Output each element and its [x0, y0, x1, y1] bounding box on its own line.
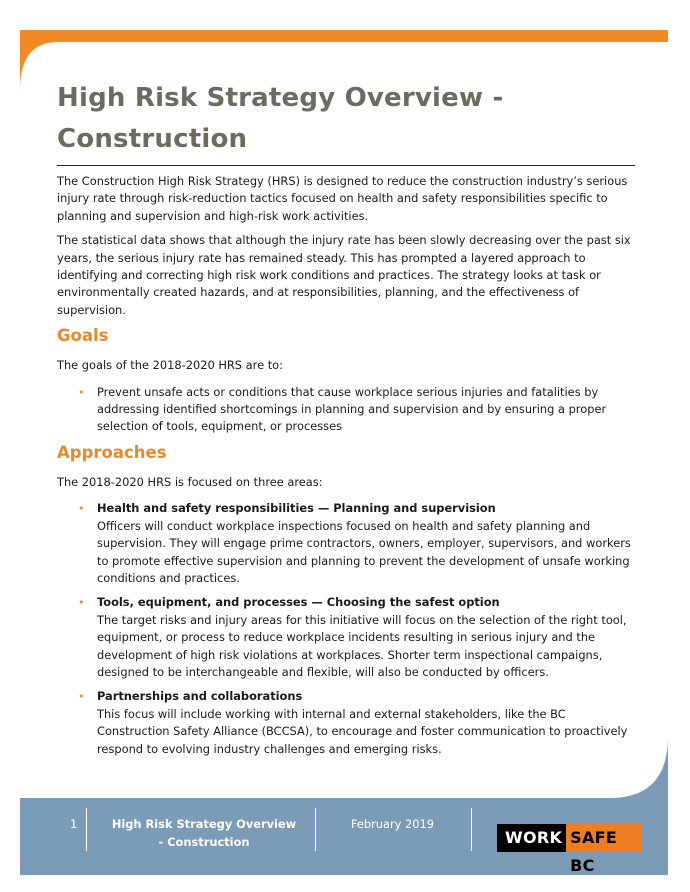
approach-title: Health and safety responsibilities — Planning and supervision: [97, 501, 496, 516]
footer-title-line-2: - Construction: [158, 835, 250, 849]
goals-heading: Goals: [57, 326, 109, 346]
list-item: [57, 500, 635, 587]
approach-title: Partnerships and collaborations: [97, 689, 303, 704]
page-title: High Risk Strategy Overview - Construction: [57, 83, 504, 154]
logo-safe-text: SAFE BC: [566, 824, 641, 852]
list-item: [57, 688, 635, 758]
footer-divider: [86, 808, 87, 851]
goal-text: Prevent unsafe acts or conditions that cause workplace serious injuries and fatalities by addressing identified shortcomings in planning and supervision and by ensuring a proper selection of tools, equipment, or processes: [97, 384, 607, 434]
document-body: [57, 173, 635, 765]
approach-text: The target risks and injury areas for this initiative will focus on the selection of the right tool, equipment, or process to reduce workplace incidents resulting in serious injury and the development of high risk violations at workplaces. Shorter term inspectional campaigns, designed to be interchangeable and flexible, will also be conducted by officers.: [97, 612, 627, 679]
footer-title-line-1: High Risk Strategy Overview: [111, 817, 297, 831]
page-number: 1: [70, 817, 78, 831]
approach-text: Officers will conduct workplace inspections focused on health and safety planning and supervision. They will engage prime contractors, owners, employer, supervisors, and workers to promote effective supervision and planning to prevent the development of unsafe working conditions and practices.: [97, 518, 631, 585]
approaches-list: [57, 500, 635, 758]
footer-divider: [471, 808, 472, 851]
intro-paragraph-1: The Construction High Risk Strategy (HRS) is designed to reduce the construction industry’s serious injury rate through risk-reduction tactics focused on health and safety responsibilities specific to planning and supervision and high-risk work activities.: [57, 174, 628, 223]
list-item: [57, 594, 635, 681]
approaches-lead: The 2018-2020 HRS is focused on three areas:: [57, 474, 323, 489]
intro-paragraph-2: The statistical data shows that although the injury rate has been slowly decreasing over the past six years, the serious injury rate has remained steady. This has prompted a layered approach to identifying and correcting high risk work conditions and practices. The strategy looks at task or environmentally created hazards, and at responsibilities, planning, and the effectiveness of supervision.: [57, 233, 631, 317]
bullet-icon: •: [78, 690, 85, 704]
bullet-icon: •: [78, 502, 85, 516]
bullet-icon: •: [78, 385, 85, 399]
goals-list: [57, 384, 635, 436]
goals-lead: The goals of the 2018-2020 HRS are to:: [57, 358, 283, 373]
list-item: [57, 384, 635, 436]
approach-text: This focus will include working with internal and external stakeholders, like the BC Construction Safety Alliance (BCCSA), to encourage and foster communication to proactively respond to evolving industry challenges and emerging risks.: [97, 706, 628, 756]
worksafebc-logo: [497, 824, 641, 875]
approach-title: Tools, equipment, and processes — Choosing the safest option: [97, 595, 500, 610]
footer-title: [98, 815, 310, 851]
footer-date: February 2019: [350, 817, 435, 831]
title-divider: [57, 165, 635, 166]
approaches-heading: Approaches: [57, 442, 167, 462]
footer-divider: [315, 808, 316, 851]
logo-work-text: WORK: [497, 824, 566, 852]
bullet-icon: •: [78, 596, 85, 610]
